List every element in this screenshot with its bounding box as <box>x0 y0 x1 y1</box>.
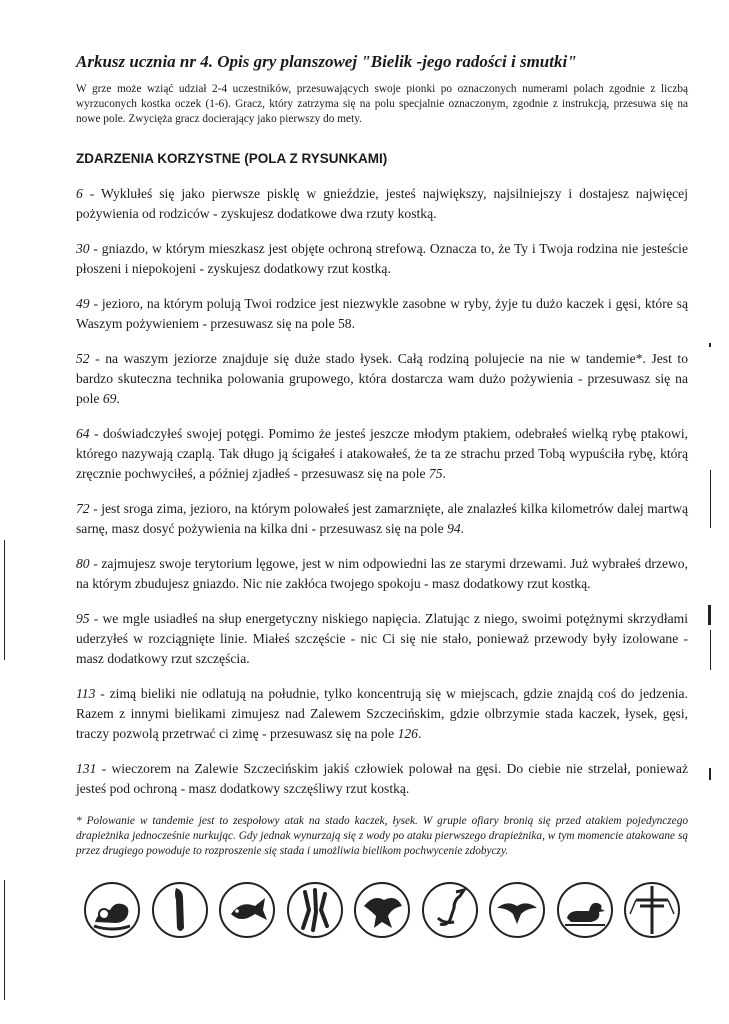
event-target: 69 <box>102 391 117 407</box>
bird-silhouette-icon <box>150 880 210 940</box>
event-text: - we mgle usiadłeś na słup energetyczny niskiego napięcia. Zlatując z niego, swoimi potężnymi skrzydłami uderzyłeś w rozciągnięte linie. Miałeś szczęście - nic Ci się nie stało, ponieważ przewody były izolowane - masz dodatkowy rzut szczęścia. <box>76 611 688 667</box>
event-number: 113 <box>76 686 96 702</box>
event-number: 64 <box>76 426 90 442</box>
event-item <box>76 239 688 279</box>
scan-mark <box>4 880 5 1000</box>
scan-mark <box>4 540 5 660</box>
events-list <box>76 184 688 799</box>
event-text: - Wyklułeś się jako pierwsze pisklę w gnieździe, jesteś największy, najsilniejszy i dostajesz najwięcej pożywienia od rodziców - zyskujesz dodatkowe dwa rzuty kostką. <box>76 186 688 222</box>
event-text: - wieczorem na Zalewie Szczecińskim jakiś człowiek polował na gęsi. Do ciebie nie strzelał, ponieważ jesteś pod ochroną - masz dodatkowy szczęśliwy rzut kostką. <box>76 761 688 797</box>
event-number: 80 <box>76 556 90 572</box>
event-item <box>76 184 688 224</box>
heron-icon <box>420 880 480 940</box>
section-heading: ZDARZENIA KORZYSTNE (POLA Z RYSUNKAMI) <box>76 151 388 167</box>
event-text: - jest sroga zima, jezioro, na którym polowałeś jest zamarznięte, ale znalazłeś kilka kilometrów dalej martwą sarnę, masz dosyć pożywienia na kilka dni - przesuwasz się na pole <box>76 501 688 537</box>
footnote: * Polowanie w tandemie jest to zespołowy atak na stado kaczek, łysek. W grupie ofiary bronią się przed atakiem pojedynczego drapieżnika jednocześnie nurkując. Gdy jednak wynurzają się z wody po ataku pierwszego drapieżnika, w tym momencie atakowane są przez drugiego powoduje to rozproszenie się stada i umożliwia bielikom pochwycenie zdobyczy. <box>76 815 688 858</box>
fish-icon <box>217 880 277 940</box>
event-text: - zajmujesz swoje terytorium lęgowe, jest w nim odpowiedni las ze starymi drzewami. Już wybrałeś drzewo, na którym zbudujesz gniazdo. Nic nie zakłóca twojego spokoju - masz dodatkowy rzut kostką. <box>76 556 688 592</box>
event-target: 126 <box>397 726 418 742</box>
fish-catch-icon <box>285 880 345 940</box>
scan-mark <box>708 605 711 625</box>
eagle-attack-icon <box>352 880 412 940</box>
event-text: - na waszym jeziorze znajduje się duże stado łysek. Całą rodziną polujecie na nie w tandemie*. Jest to bardzo skuteczna technika polowania grupowego, która dostarcza wam dużo pożywienia - przesuwasz się na pole <box>76 351 688 407</box>
event-item <box>76 499 688 539</box>
event-target: 94 <box>447 521 461 537</box>
event-tail: . <box>460 521 465 537</box>
chick-in-nest-icon <box>82 880 142 940</box>
scan-mark <box>709 768 711 780</box>
intro-paragraph: W grze może wziąć udział 2-4 uczestników, przesuwających swoje pionki po oznaczonych numerami polach zgodnie z liczbą wyrzuconych kostka oczek (1-6). Gracz, który zatrzyma się na polu specjalnie oznaczonym, zgodnie z instrukcją, przesuwa się na nowe pole. Zwycięża gracz docierający jako pierwszy do mety. <box>76 83 688 126</box>
event-number: 49 <box>76 296 90 312</box>
event-target: 75 <box>428 466 443 482</box>
event-text: - gniazdo, w którym mieszkasz jest objęte ochroną strefową. Oznacza to, że Ty i Twoja rodzina nie jesteście płoszeni i niepokojeni - zyskujesz dodatkowy rzut kostką. <box>76 241 688 277</box>
power-pole-icon <box>622 880 682 940</box>
event-item <box>76 554 688 594</box>
event-number: 95 <box>76 611 90 627</box>
event-number: 72 <box>76 501 90 517</box>
event-number: 30 <box>76 241 90 257</box>
event-item <box>76 424 688 484</box>
event-text: - jezioro, na którym polują Twoi rodzice jest niezwykle zasobne w ryby, żyje tu dużo kaczek i gęsi, które są Waszym pożywieniem - przesuwasz się na pole 58. <box>76 296 688 332</box>
icon-row <box>82 880 682 944</box>
duck-icon <box>555 880 615 940</box>
event-tail: . <box>116 391 120 407</box>
event-item <box>76 294 688 334</box>
event-text: - zimą bieliki nie odlatują na południe, tylko koncentrują się w miejscach, gdzie znajdą coś do jedzenia. Razem z innymi bielikami zimujesz nad Zalewem Szczecińskim, gdzie olbrzymie stada kaczek, łysek, gęsi, traczy pozwolą przetrwać ci zimę - przesuwasz się na pole <box>76 686 688 742</box>
event-tail: . <box>417 726 422 742</box>
event-number: 131 <box>76 761 97 777</box>
scan-mark <box>710 470 711 528</box>
event-item <box>76 759 688 799</box>
event-item <box>76 609 688 669</box>
event-item <box>76 349 688 409</box>
page-title <box>76 52 688 72</box>
title-rest: Opis gry planszowej "Bielik -jego radości i smutki" <box>217 52 577 71</box>
title-lead: Arkusz ucznia nr 4. <box>76 52 214 71</box>
event-item <box>76 684 688 744</box>
scan-mark <box>710 630 711 670</box>
event-text: - doświadczyłeś swojej potęgi. Pomimo że jesteś jeszcze młodym ptakiem, odebrałeś wielką rybę ptakowi, którego nazywają czaplą. Tak długo ją ścigałeś i atakowałeś, że ta ze strachu przed Tobą wypuściła rybę, którą zręcznie pochwyciłeś, a później zjadłeś - przesuwasz się na pole <box>76 426 688 482</box>
scan-mark <box>709 343 711 347</box>
worksheet-page <box>76 52 688 859</box>
event-number: 52 <box>76 351 90 367</box>
event-number: 6 <box>76 186 83 202</box>
flying-eagle-icon <box>487 880 547 940</box>
event-tail: . <box>442 466 446 482</box>
